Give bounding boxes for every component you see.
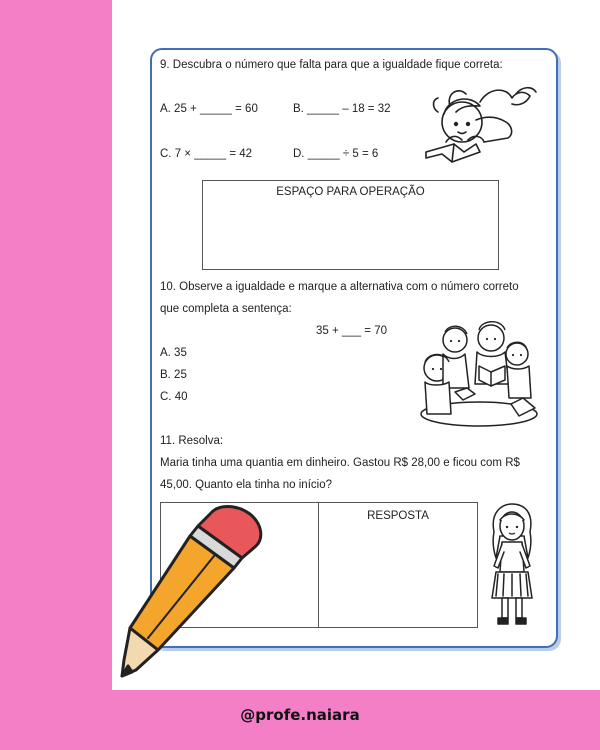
q9-option-c: C. 7 × _____ = 42 — [160, 148, 253, 160]
q9-option-a: A. 25 + _____ = 60 — [160, 103, 258, 115]
children-reading-icon — [415, 318, 545, 430]
q11-answer-label: RESPOSTA — [367, 510, 429, 522]
q10-option-c[interactable]: C. 40 — [160, 391, 188, 403]
q9-title: 9. Descubra o número que falta para que a igualdade fique correta: — [160, 59, 503, 71]
girl-reading-icon — [420, 82, 542, 168]
pencil-icon — [118, 500, 266, 682]
q11-text-line1: Maria tinha uma quantia em dinheiro. Gastou R$ 28,00 e ficou com R$ — [160, 457, 520, 469]
q10-option-b[interactable]: B. 25 — [160, 369, 187, 381]
q11-text-line2: 45,00. Quanto ela tinha no início? — [160, 479, 332, 491]
q9-option-d: D. _____ ÷ 5 = 6 — [293, 148, 379, 160]
q9-option-b: B. _____ – 18 = 32 — [293, 103, 391, 115]
q9-work-box-label: ESPAÇO PARA OPERAÇÃO — [276, 186, 425, 198]
q10-option-a[interactable]: A. 35 — [160, 347, 187, 359]
author-handle: @profe.naiara — [240, 706, 360, 724]
q10-text-line1: 10. Observe a igualdade e marque a alternativa com o número correto — [160, 281, 519, 293]
schoolgirl-icon — [484, 502, 540, 630]
pink-border-left — [0, 0, 112, 750]
q10-equation: 35 + ___ = 70 — [316, 325, 387, 337]
q11-title: 11. Resolva: — [160, 435, 224, 447]
q10-text-line2: que completa a sentença: — [160, 303, 292, 315]
